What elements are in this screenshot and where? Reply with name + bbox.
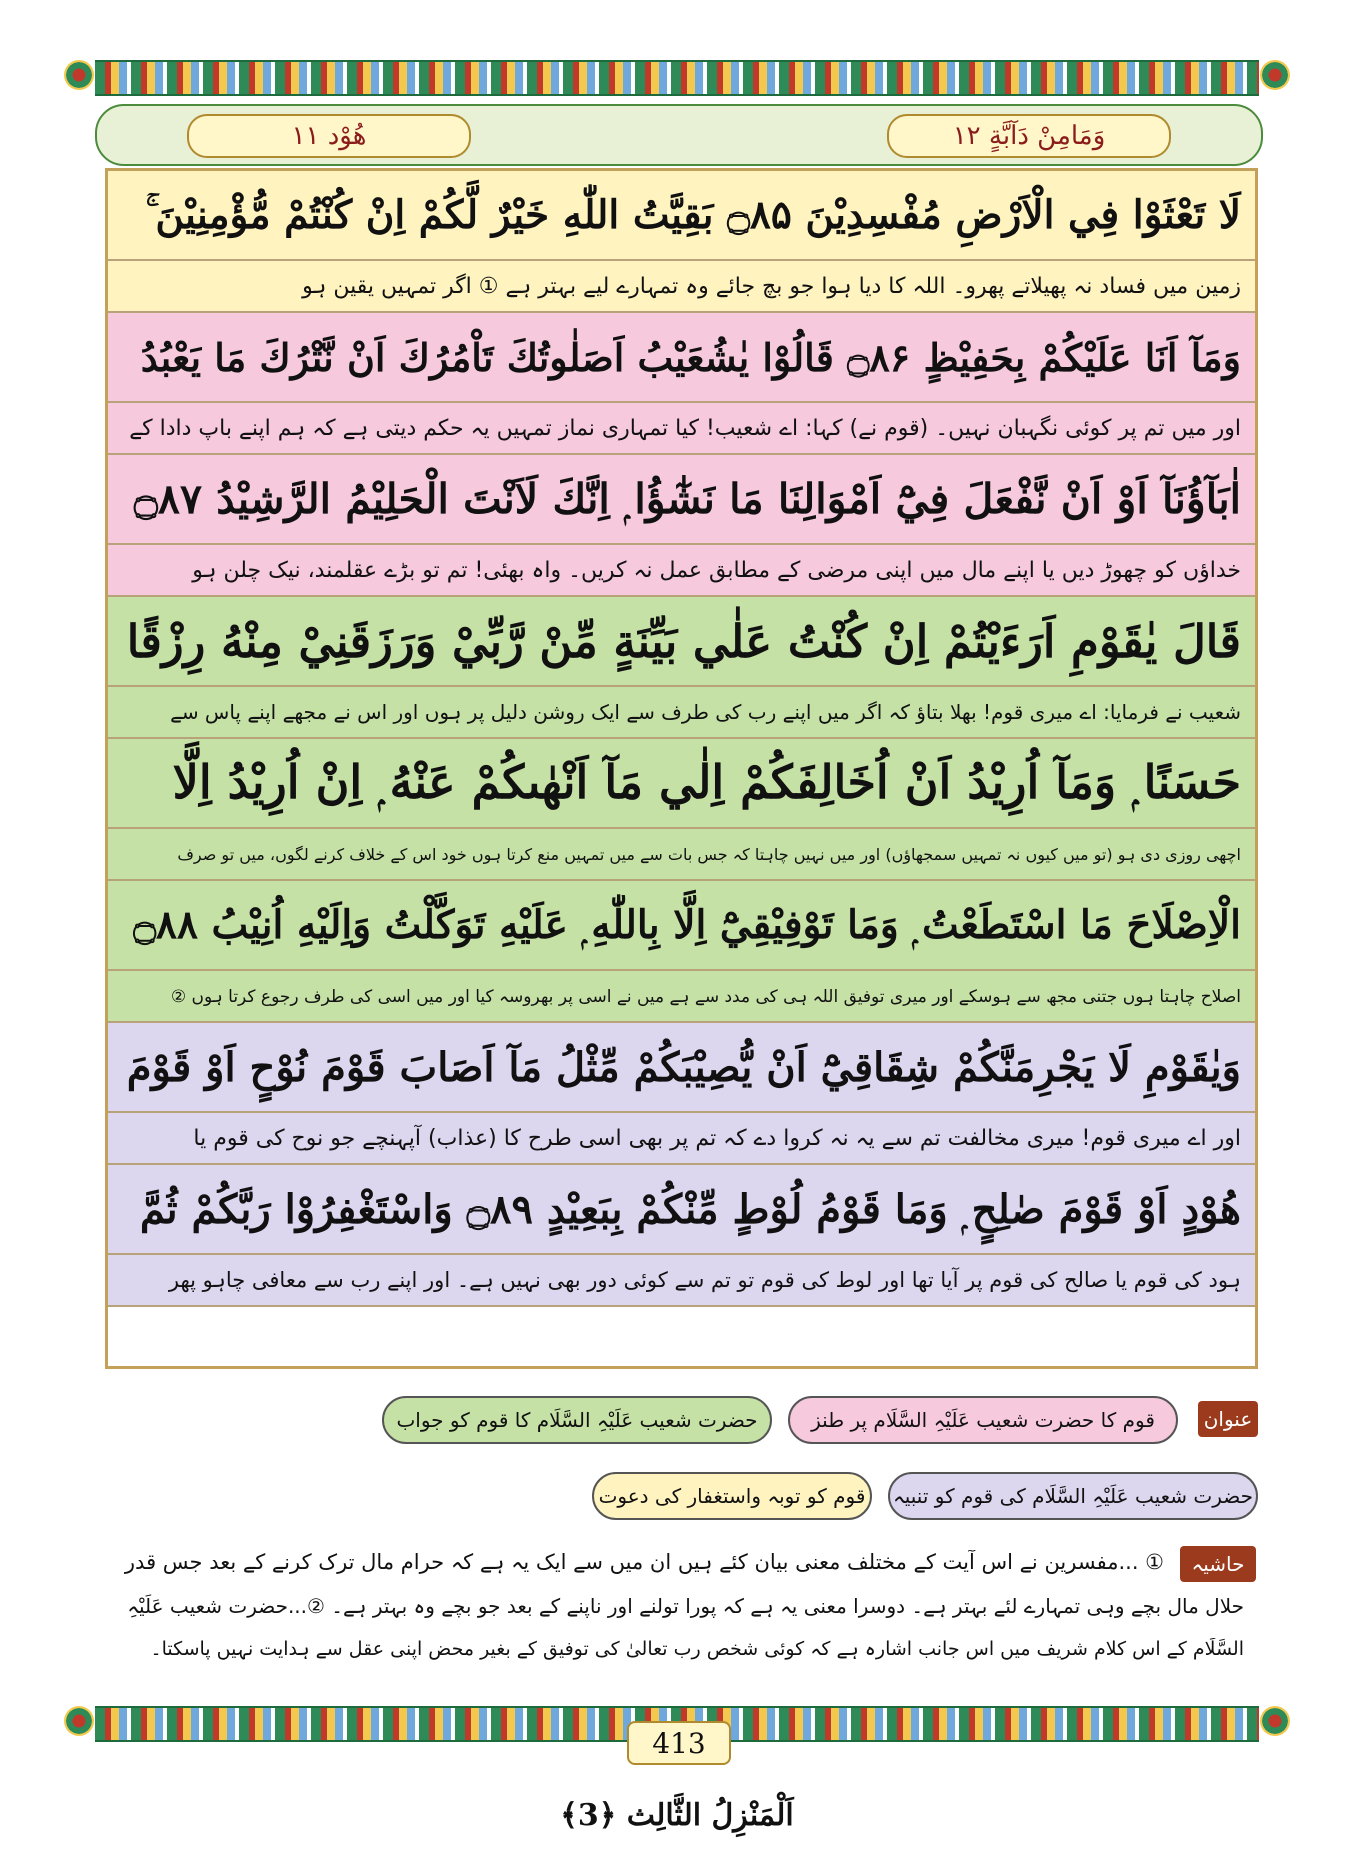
urdu-translation-row	[108, 545, 1255, 597]
top-ornamental-border	[95, 60, 1259, 96]
juz-label: وَمَامِنْ دَآبَّةٍ ۱۲	[887, 114, 1171, 158]
arabic-verse-text: قَالَ يٰقَوْمِ اَرَءَيْتُمْ اِنْ كُنْتُ عَلٰي بَيِّنَةٍ مِّنْ رَّبِّيْ وَرَزَقَنِيْ مِنْهُ رِزْقًا	[126, 614, 1241, 668]
arabic-verse-text: وَمَآ اَنَا عَلَيْكُمْ بِحَفِيْظٍ ۝۸۶ قَالُوْا يٰشُعَيْبُ اَصَلٰوتُكَ تَاْمُرُكَ اَنْ نَّتْرُكَ مَا يَعْبُدُ	[140, 334, 1241, 380]
urdu-translation-text: شعیب نے فرمایا: اے میری قوم! بھلا بتاؤ کہ اگر میں اپنے رب کی طرف سے ایک روشن دلیل پر ہوں اور اس نے مجھے اپنے پاس سے	[170, 700, 1241, 724]
quran-text-frame	[105, 168, 1258, 1369]
urdu-translation-row	[108, 261, 1255, 313]
urdu-translation-row	[108, 829, 1255, 881]
arabic-verse-row	[108, 881, 1255, 971]
arabic-verse-row	[108, 455, 1255, 545]
arabic-verse-text: هُوْدٍ اَوْ قَوْمَ صٰلِحٍ ۭ وَمَا قَوْمُ لُوْطٍ مِّنْكُمْ بِبَعِيْدٍ ۝۸۹ وَاسْتَغْفِرُوْا رَبَّكُمْ ثُمَّ	[139, 1185, 1241, 1233]
urdu-translation-row	[108, 403, 1255, 455]
urdu-translation-text: اور میں تم پر کوئی نگہبان نہیں۔ (قوم نے) کہا: اے شعیب! کیا تمہاری نماز تمہیں یہ حکم دیتی ہے کہ ہم اپنے باپ دادا کے	[129, 415, 1241, 441]
footnote-line: ① ...مفسرین نے اس آیت کے مختلف معنی بیان کئے ہیں ان میں سے ایک یہ ہے کہ حرام مال ترک کرنے کے بعد جس قدر	[124, 1550, 1164, 1574]
urdu-translation-text: اور اے میری قوم! میری مخالفت تم سے یہ نہ کروا دے کہ تم پر بھی اسی طرح کا (عذاب) آپہنچے جو نوح کی قوم یا	[193, 1125, 1241, 1151]
arabic-verse-row	[108, 597, 1255, 687]
topic-tag: عنوان	[1198, 1401, 1258, 1437]
urdu-translation-text: اچھی روزی دی ہو (تو میں کیوں نہ تمہیں سمجھاؤں) اور میں نہیں چاہتا کہ جس بات سے میں تمہیں منع کرتا ہوں خود اس کے خلاف کرنے لگوں، میں تو صرف	[177, 844, 1241, 864]
arabic-verse-row	[108, 1165, 1255, 1255]
arabic-verse-text: الْاِصْلَاحَ مَا اسْتَطَعْتُ ۭ وَمَا تَوْفِيْقِيْٓ اِلَّا بِاللّٰهِ ۭ عَلَيْهِ تَوَكَّلْتُ وَاِلَيْهِ اُنِيْبُ ۝۸۸	[133, 902, 1241, 948]
corner-ornament-icon	[1260, 1706, 1290, 1736]
topic-pill: حضرت شعیب عَلَیْہِ السَّلَام کی قوم کو تنبیہ	[888, 1472, 1258, 1520]
arabic-verse-row	[108, 313, 1255, 403]
footnote-line: السَّلَام کے اس کلام شریف میں اس جانب اشارہ ہے کہ کوئی شخص رب تعالیٰ کی توفیق کے بغیر محض اپنی عقل سے ہدایت نہیں پاسکتا۔	[150, 1638, 1244, 1660]
urdu-translation-row	[108, 1113, 1255, 1165]
arabic-verse-row	[108, 171, 1255, 261]
manzil-label: اَلْمَنْزِلُ الثَّالِث ﴿3﴾	[560, 1797, 794, 1833]
urdu-translation-text: اصلاح چاہتا ہوں جتنی مجھ سے ہوسکے اور میری توفیق اللہ ہی کی مدد سے ہے میں نے اسی پر بھروسہ کیا اور میں اسی کی طرف رجوع کرتا ہوں ②	[170, 986, 1241, 1007]
surah-label: هُوْد ۱۱	[187, 114, 471, 158]
arabic-verse-text: لَا تَعْثَوْا فِي الْاَرْضِ مُفْسِدِيْنَ ۝۸۵ بَقِيَّتُ اللّٰهِ خَيْرٌ لَّكُمْ اِنْ كُنْتُمْ مُّؤْمِنِيْنَ ۚ	[145, 192, 1241, 238]
page-header	[95, 104, 1263, 166]
topic-pill: حضرت شعیب عَلَیْہِ السَّلَام کا قوم کو جواب	[382, 1396, 772, 1444]
page-number: 413	[627, 1721, 731, 1765]
footnote-line: حلال مال بچے وہی تمہارے لئے بہتر ہے۔ دوسرا معنی یہ ہے کہ پورا تولنے اور ناپنے کے بعد جو بچے وہ بہتر ہے۔ ②...حضرت شعیب عَلَیْہِ	[127, 1594, 1244, 1618]
urdu-translation-row	[108, 687, 1255, 739]
urdu-translation-text: زمین میں فساد نہ پھیلاتے پھرو۔ اللہ کا دیا ہوا جو بچ جائے وہ تمہارے لیے بہتر ہے ① اگر تمہیں یقین ہو	[302, 273, 1241, 299]
footnote-tag: حاشیہ	[1180, 1546, 1256, 1582]
arabic-verse-text: وَيٰقَوْمِ لَا يَجْرِمَنَّكُمْ شِقَاقِيْٓ اَنْ يُّصِيْبَكُمْ مِّثْلُ مَآ اَصَابَ قَوْمَ نُوْحٍ اَوْ قَوْمَ	[126, 1043, 1241, 1091]
urdu-translation-text: ہود کی قوم یا صالح کی قوم پر آیا تھا اور لوط کی قوم تو تم سے کوئی دور بھی نہیں ہے۔ اور اپنے رب سے معافی چاہو پھر	[168, 1268, 1241, 1292]
arabic-verse-row	[108, 739, 1255, 829]
corner-ornament-icon	[1260, 60, 1290, 90]
urdu-translation-row	[108, 1255, 1255, 1307]
arabic-verse-text: حَسَنًا ۭ وَمَآ اُرِيْدُ اَنْ اُخَالِفَكُمْ اِلٰي مَآ اَنْهٰىكُمْ عَنْهُ ۭ اِنْ اُرِيْدُ اِلَّا	[172, 755, 1241, 809]
urdu-translation-text: خداؤں کو چھوڑ دیں یا اپنے مال میں اپنی مرضی کے مطابق عمل نہ کریں۔ واہ بھئی! تم تو بڑے عقلمند، نیک چلن ہو	[192, 557, 1241, 583]
urdu-translation-row	[108, 971, 1255, 1023]
arabic-verse-text: اٰبَآؤُنَآ اَوْ اَنْ نَّفْعَلَ فِيْٓ اَمْوَالِنَا مَا نَشٰٓؤُا ۭ اِنَّكَ لَاَنْتَ الْحَلِيْمُ الرَّشِيْدُ ۝۸۷	[133, 474, 1241, 523]
topic-pill: قوم کو توبہ واستغفار کی دعوت	[592, 1472, 872, 1520]
corner-ornament-icon	[64, 1706, 94, 1736]
topic-pill: قوم کا حضرت شعیب عَلَیْہِ السَّلَام پر طنز	[788, 1396, 1178, 1444]
arabic-verse-row	[108, 1023, 1255, 1113]
corner-ornament-icon	[64, 60, 94, 90]
